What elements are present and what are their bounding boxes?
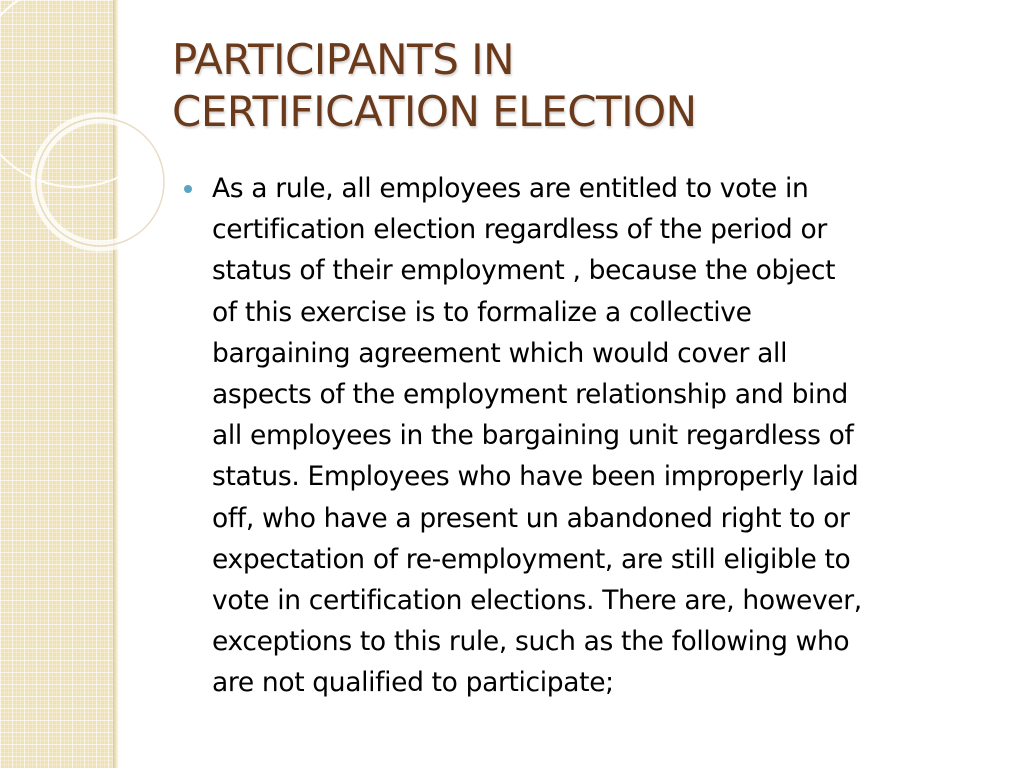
bullet-paragraph [212,168,1002,704]
slide-title-line-2: CERTIFICATION ELECTION [172,87,697,136]
panel-edge [113,0,119,768]
text-line: aspects of the employment relationship and bind [212,379,848,411]
slide-title-line-1: PARTICIPANTS IN [172,35,515,84]
bullet-dot-icon [184,185,192,193]
bullet-list [178,168,998,704]
text-line: are not qualified to participate; [212,667,614,699]
text-line: vote in certification elections. There are, however, [212,585,862,617]
text-line: bargaining agreement which would cover all [212,337,788,369]
decorative-side-panel [0,0,113,768]
text-line: exceptions to this rule, such as the following who [212,626,850,658]
text-line: all employees in the bargaining unit regardless of [212,420,854,452]
text-line: As a rule, all employees are entitled to vote in [212,173,809,204]
text-line: status of their employment , because the object [212,255,836,287]
text-line: off, who have a present un abandoned right to or [212,502,850,534]
text-line: status. Employees who have been improperly laid [212,461,859,493]
slide-title [172,34,992,138]
text-line: certification election regardless of the period or [212,214,827,246]
text-line: of this exercise is to formalize a collective [212,296,752,328]
text-line: expectation of re-employment, are still eligible to [212,543,851,575]
